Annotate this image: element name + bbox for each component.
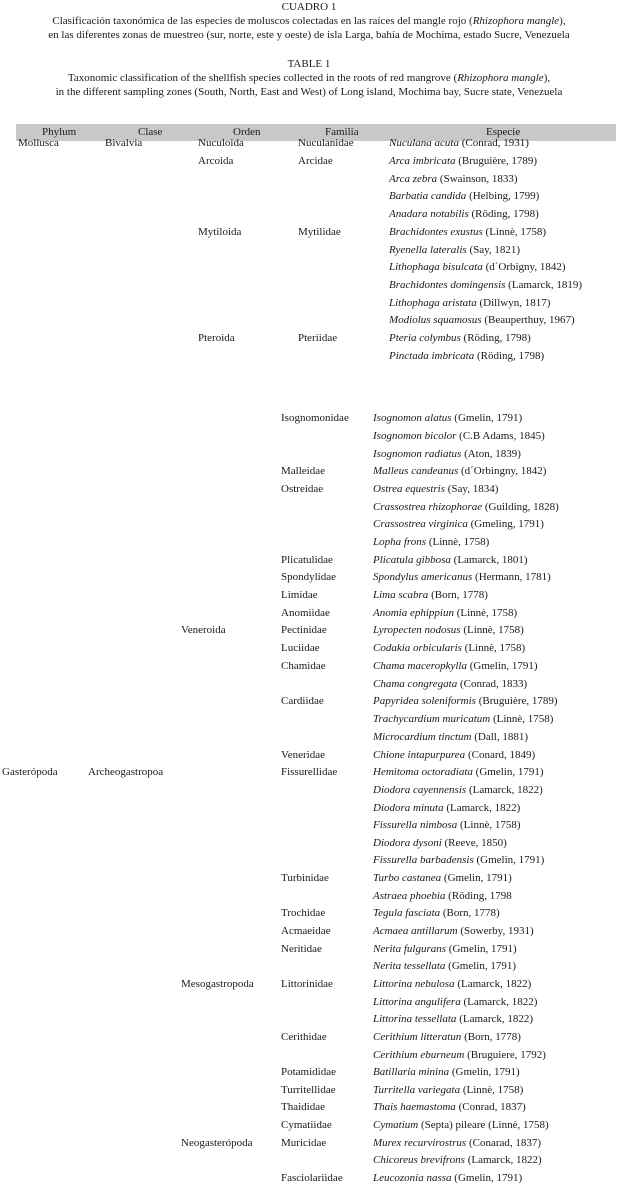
species-authority: (Born, 1778) [461,1031,521,1043]
cell-especie [389,225,546,239]
cell-especie [373,801,520,815]
species-authority: (Aton, 1839) [461,448,521,460]
cell-especie [373,836,507,850]
species-authority: (Conrad, 1837) [455,1101,526,1113]
species-name: Diodora minuta [373,802,444,814]
cell-familia: Pteriidae [298,332,338,344]
cell-familia: Nuculanidae [298,137,354,149]
cell-especie [373,1153,542,1167]
species-name: Chicoreus brevifrons [373,1154,465,1166]
cell-especie [373,1030,521,1044]
species-name: Trachycardium muricatum [373,713,491,725]
caption-text: Clasificación taxonómica de las especies de moluscos colectadas en las raíces del mangle rojo ( [52,15,473,27]
cell-especie [373,977,531,991]
cell-familia: Chamidae [281,660,326,672]
species-name: Ryenella lateralis [389,244,467,256]
species-authority: (Septa) pileare (Linnè, 1758) [418,1119,549,1131]
cell-orden: Mytiloida [198,226,242,238]
cell-especie [389,172,518,186]
cell-especie [373,783,543,797]
cell-especie [373,1048,546,1062]
header-clase: Clase [138,126,163,138]
cell-familia: Pectinidae [281,624,327,636]
species-name: Hemitoma octoradiata [373,766,473,778]
cell-orden: Mesogastropoda [181,978,254,990]
species-authority: (Bruguière, 1789) [455,155,538,167]
species-name: Crassostrea rhizophorae [373,501,483,513]
species-name: Crassostrea virginica [373,518,468,530]
cell-especie [373,995,537,1009]
cell-especie [373,765,544,779]
species-authority: (Röding, 1798) [460,332,531,344]
species-authority: (d´Orbigny, 1842) [482,261,566,273]
cell-especie [373,818,520,832]
species-authority: (Born, 1778) [428,589,488,601]
caption-text: Taxonomic classification of the shellfish species collected in the roots of red mangrove ( [67,72,458,84]
cell-especie [389,189,539,203]
cell-especie [389,243,520,257]
caption-english-line1 [0,71,618,85]
cell-familia: Ostreidae [281,483,324,495]
cell-phylum: Gasterópoda [2,766,58,778]
species-authority: (Beauperthuy, 1967) [481,314,575,326]
cell-especie [389,154,537,168]
species-authority: (Lamarck, 1819) [505,279,583,291]
cell-familia: Malleidae [281,465,325,477]
caption-spanish [0,0,618,42]
species-authority: (Linnè, 1758) [457,819,521,831]
cell-especie [373,906,500,920]
cell-especie [373,447,521,461]
species-authority: (Hermann, 1781) [472,571,551,583]
cell-familia: Acmaeidae [281,925,331,937]
cell-especie [373,482,498,496]
cell-familia: Muricidae [281,1137,327,1149]
cell-especie [373,588,488,602]
species-name: Arca imbricata [389,155,456,167]
species-name: Codakia orbicularis [373,642,462,654]
species-name: Barbatia candida [389,190,467,202]
species-name: Diodora cayennensis [373,784,467,796]
cell-especie [373,959,516,973]
cell-familia: Plicatulidae [281,554,333,566]
species-authority: (Dall, 1881) [471,731,528,743]
cell-orden: Nuculoida [198,137,244,149]
species-name: Isognomon radiatus [373,448,462,460]
species-name: Pinctada imbricata [389,350,475,362]
species-name: Littorina nebulosa [373,978,455,990]
species-name: Astraea phoebia [373,890,446,902]
cell-especie [373,889,512,903]
cell-especie [373,411,522,425]
cell-especie [373,748,535,762]
species-authority: (d´Orbingny, 1842) [458,465,547,477]
species-name: Turritella variegata [373,1084,461,1096]
caption-italic-text: Rhizophora mangle [457,72,544,84]
caption-english-line2: in the different sampling zones (South, North, East and West) of Long island, Mochima bay, Sucre state, Venezuela [55,86,563,98]
cell-especie [373,871,512,885]
species-authority: (Bruguière, 1789) [475,695,558,707]
species-authority: (Reeve, 1850) [441,837,507,849]
species-name: Anadara notabilis [389,208,469,220]
species-name: Anomia ephippiun [373,607,454,619]
cell-especie [389,313,575,327]
cell-especie [373,1083,523,1097]
cell-especie [373,517,544,531]
species-authority: (Röding, 1798) [468,208,539,220]
species-name: Acmaea antillarum [373,925,458,937]
cell-familia: Mytilidae [298,226,341,238]
species-authority: (Lamarck, 1822) [460,996,538,1008]
species-name: Lithophaga aristata [389,297,477,309]
cell-especie [373,712,553,726]
cell-familia: Turritellidae [281,1084,336,1096]
cell-especie [373,464,546,478]
cell-especie [373,1136,541,1150]
cell-phylum: Mollusca [18,137,59,149]
cell-especie [373,1118,549,1132]
cell-especie [373,659,538,673]
species-name: Pteria colymbus [389,332,461,344]
species-authority: (Bruguiere, 1792) [464,1049,546,1061]
cell-familia: Veneridae [281,749,325,761]
species-authority: (Conard, 1849) [465,749,536,761]
cell-especie [373,570,551,584]
cell-especie [389,260,566,274]
species-name: Nerita fulgurans [373,943,447,955]
species-authority: (Gmeling, 1791) [467,518,544,530]
cell-familia: Limidae [281,589,318,601]
species-name: Cerithium eburneum [373,1049,465,1061]
species-name: Fissurella barbadensis [373,854,474,866]
cell-orden: Veneroida [181,624,226,636]
species-name: Cymatium [373,1119,419,1131]
cell-especie [389,278,582,292]
species-authority: (Linnè, 1758) [490,713,554,725]
species-name: Arca zebra [389,173,438,185]
species-authority: (Gmelin, 1791) [467,660,538,672]
species-name: Microcardium tinctum [373,731,472,743]
cell-familia: Cymatiidae [281,1119,332,1131]
header-especie: Especie [486,126,521,138]
species-authority: (Linnè, 1758) [461,642,526,654]
species-authority: (Linnè, 1758) [460,624,524,636]
caption-english-title: TABLE 1 [287,58,331,70]
species-authority: (Say, 1834) [445,483,499,495]
species-authority: (Lamarck, 1822) [466,784,543,796]
species-authority: (Swainson, 1833) [437,173,518,185]
cell-especie [373,606,517,620]
species-name: Diodora dysoni [373,837,442,849]
species-name: Isognomon alatus [373,412,452,424]
cell-especie [373,677,527,691]
species-authority: (Röding, 1798) [474,350,545,362]
species-name: Batillaria minina [373,1066,450,1078]
species-name: Spondylus americanus [373,571,473,583]
cell-familia: Potamididae [281,1066,336,1078]
cell-especie [373,429,545,443]
species-name: Cerithium litteratun [373,1031,462,1043]
cell-familia: Anomiidae [281,607,330,619]
cell-clase: Archeogastropoa [88,766,164,778]
species-authority: (Conrad, 1931) [458,137,529,149]
species-name: Plicatula gibbosa [373,554,451,566]
cell-orden: Neogasterópoda [181,1137,253,1149]
caption-text: ), [543,72,551,84]
species-name: Lyropecten nodosus [373,624,461,636]
species-name: Fissurella nimbosa [373,819,458,831]
species-authority: (Conarad, 1837) [466,1137,542,1149]
species-authority: (Lamarck, 1822) [456,1013,534,1025]
species-name: Chama congregata [373,678,458,690]
species-authority: (Gmelin, 1791) [449,1066,520,1078]
species-authority: (Conrad, 1833) [457,678,528,690]
cell-especie [373,1100,526,1114]
species-name: Lima scabra [373,589,429,601]
species-authority: (Dillwyn, 1817) [476,297,551,309]
species-authority: (Linnè, 1758) [460,1084,524,1096]
caption-spanish-line1 [0,14,618,28]
caption-spanish-line2: en las diferentes zonas de muestreo (sur, norte, este y oeste) de isla Larga, bahía de Mochima, estado Sucre, Venezuela [48,29,570,41]
cell-familia: Fissurellidae [281,766,338,778]
species-authority: (Linnè, 1758) [426,536,490,548]
cell-especie [389,207,539,221]
cell-especie [389,331,531,345]
species-name: Littorina tessellata [373,1013,457,1025]
species-name: Lithophaga bisulcata [389,261,483,273]
caption-english [0,57,618,99]
cell-especie [373,694,558,708]
species-authority: (Linnè, 1758) [453,607,518,619]
cell-especie [373,535,489,549]
species-name: Malleus candeanus [373,465,459,477]
species-authority: (Gmelin, 1791) [445,960,516,972]
cell-especie [373,500,559,514]
species-authority: (Gmelin, 1791) [451,412,523,424]
species-authority: (Gmelin, 1791) [446,943,517,955]
species-name: Lopha frons [373,536,427,548]
cell-familia: Turbinidae [281,872,329,884]
species-authority: (Sowerby, 1931) [457,925,534,937]
species-name: Brachidontes exustus [389,226,483,238]
caption-spanish-title: CUADRO 1 [281,1,337,13]
species-name: Littorina angulifera [373,996,461,1008]
cell-orden: Pteroida [198,332,235,344]
cell-especie [373,1065,520,1079]
cell-familia: Cardiidae [281,695,324,707]
species-name: Thais haemastoma [373,1101,456,1113]
species-name: Modiolus squamosus [389,314,482,326]
cell-especie [389,349,544,363]
cell-familia: Luciidae [281,642,320,654]
cell-familia: Trochidae [281,907,326,919]
cell-especie [373,924,534,938]
cell-especie [373,623,524,637]
caption-text: ), [559,15,566,27]
species-authority: (Guilding, 1828) [482,501,559,513]
species-authority: (Lamarck, 1822) [443,802,521,814]
header-orden: Orden [233,126,261,138]
species-authority: (Helbing, 1799) [466,190,540,202]
species-authority: (Gmelin, 1791) [441,872,512,884]
cell-especie [373,942,517,956]
species-name: Nerita tessellata [373,960,446,972]
cell-especie [373,1012,533,1026]
species-name: Papyridea soleniformis [373,695,476,707]
species-name: Tegula fasciata [373,907,441,919]
species-name: Ostrea equestris [373,483,446,495]
species-authority: (Gmelin, 1791) [473,854,545,866]
header-familia: Familia [325,126,359,138]
cell-especie [373,853,544,867]
species-authority: (Röding, 1798 [445,890,512,902]
species-authority: (Linnè, 1758) [482,226,547,238]
species-name: Murex recurvirostrus [373,1137,467,1149]
cell-clase: Bivalvia [105,137,143,149]
cell-orden: Arcoida [198,155,234,167]
cell-familia: Thaididae [281,1101,325,1113]
species-name: Turbo castanea [373,872,442,884]
header-phylum: Phylum [42,126,77,138]
species-name: Leucozonia nassa [373,1172,452,1184]
cell-especie [373,641,525,655]
species-name: Chione intapurpurea [373,749,466,761]
species-authority: (Lamarck, 1801) [450,554,528,566]
cell-familia: Arcidae [298,155,333,167]
species-name: Chama maceropkylla [373,660,467,672]
cell-especie [373,553,528,567]
species-authority: (Gmelin, 1791) [472,766,544,778]
species-authority: (Born, 1778) [440,907,500,919]
cell-familia: Neritidae [281,943,322,955]
species-authority: (Lamarck, 1822) [454,978,532,990]
cell-familia: Isognomonidae [281,412,349,424]
species-authority: (Gmelin, 1791) [451,1172,523,1184]
cell-familia: Littorinidae [281,978,333,990]
species-name: Isognomon bicolor [373,430,457,442]
caption-italic-text: Rhizophora mangle [472,15,560,27]
cell-familia: Cerithidae [281,1031,327,1043]
cell-especie [389,296,550,310]
species-authority: (Lamarck, 1822) [464,1154,542,1166]
cell-familia: Spondylidae [281,571,336,583]
species-authority: (C.B Adams, 1845) [456,430,545,442]
cell-especie [373,1171,522,1185]
species-name: Nuculana acuta [389,137,459,149]
species-name: Brachidontes domingensis [389,279,506,291]
species-authority: (Say, 1821) [466,244,521,256]
cell-especie [389,136,529,150]
cell-especie [373,730,528,744]
cell-familia: Fasciolariidae [281,1172,343,1184]
